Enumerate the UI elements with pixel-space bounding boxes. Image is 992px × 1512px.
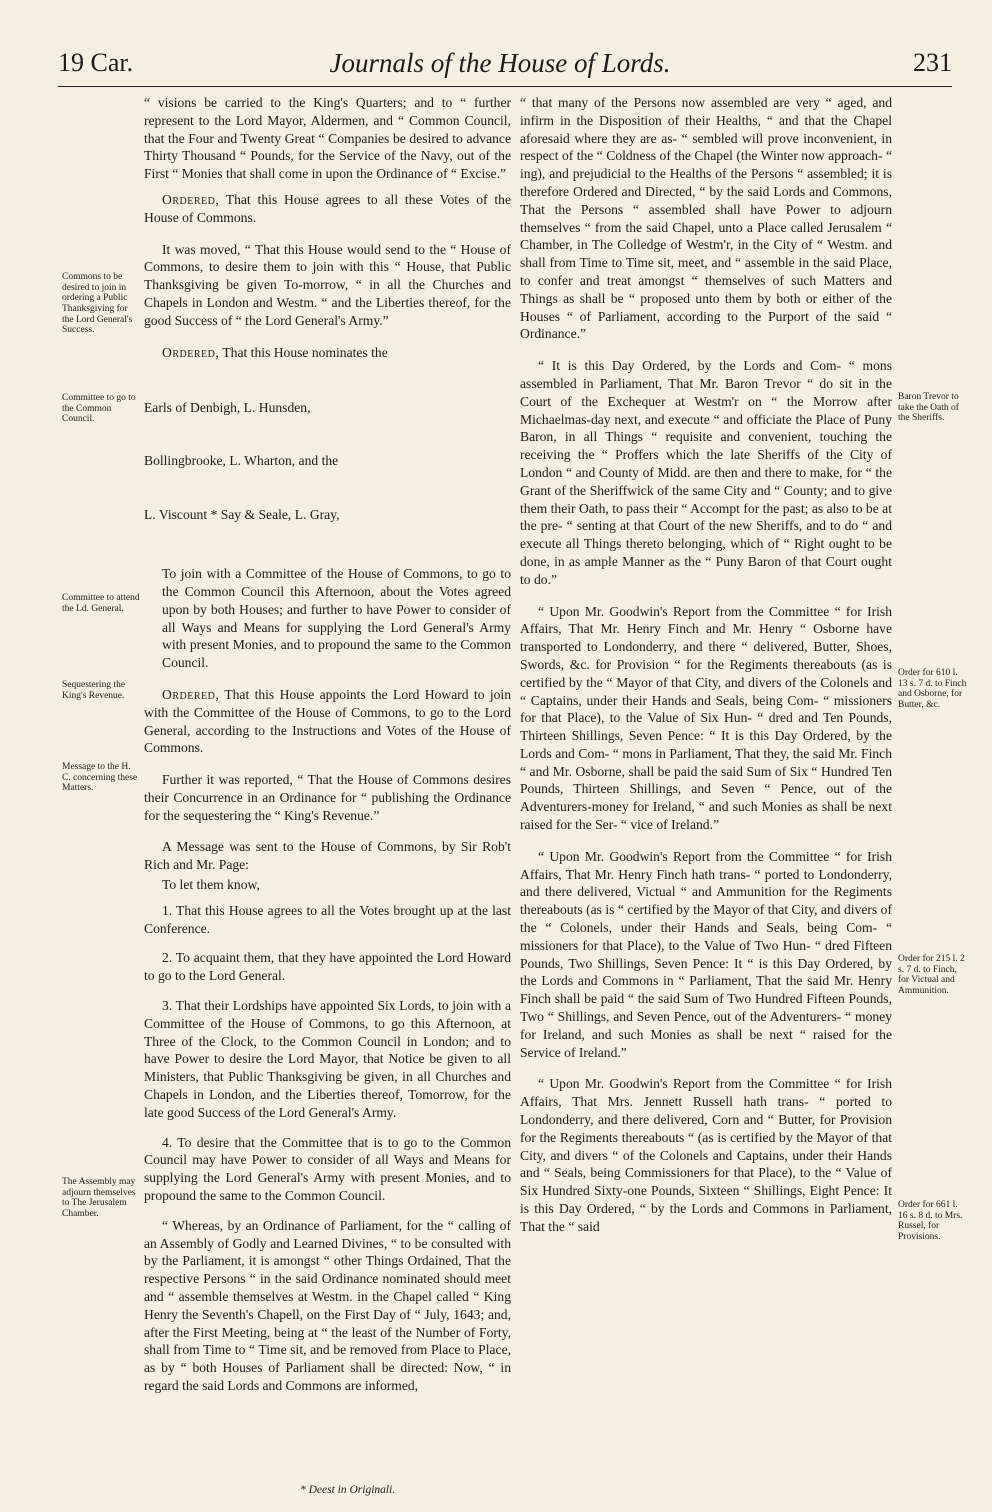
margin-note-common-council: Committee to go to the Common Council. [62, 393, 136, 425]
paragraph: “ visions be carried to the King's Quarters; and to “ further represent to the Lord Mayor, Aldermen, and “ Common Council, that the Four and Twenty Great “ Companies be desired to advance Thirty Thousand “ Pounds, for the Service of the Navy, out of the First “ Monies that shall come in upon the Ordinance of “ Excise.” [144, 95, 511, 182]
paragraph: “ Upon Mr. Goodwin's Report from the Committee “ for Irish Affairs, That Mr. Henry Finch and Mr. Henry “ Osborne have transported to Londonderry, and there “ delivered, Butter, Shoes, Swords, &c. for Provision “ for the Regiments thereabouts (as is certified by the “ Mayor of that City, and divers of the Colonels and “ Captains, under their Hands and Seals, being Com- “ missioners for that Place), to the Value of Six Hun- “ dred and Ten Pounds, Thirteen Shillings, Seven Pence: “ It is this Day Ordered, by the Lords and Com- “ mons in Parliament, That they, the said Mr. Finch “ and Mr. Osborne, shall be paid the said Sum of Six “ Hundred Ten Pounds, Thirteen Shillings, and Seven “ Pence, out of the Adventurers-money for Ireland, “ and such Monies as shall be next raised for the Ser- “ vice of Ireland.” [520, 603, 892, 833]
margin-note-baron-trevor: Baron Trevor to take the Oath of the Sheriffs. [898, 392, 959, 424]
margin-note-message: Message to the H. C. concerning these Matters. [62, 762, 138, 794]
paragraph: 2. To acquaint them, that they have appointed the Lord Howard to go to the Lord General. [144, 950, 511, 984]
margin-note-thanksgiving: Commons to be desired to join in ordering a Public Thanksgiving for the Lord General's Success. [62, 272, 133, 336]
names-line: Bollingbrooke, L. Wharton, and the [144, 453, 339, 469]
paragraph: “ Whereas, by an Ordinance of Parliament, for the “ calling of an Assembly of Godly and Learned Divines, “ to be consulted with by the Parliament, it is amongst “ other Things Ordained, That the respective Persons “ in the said Ordinance nominated should meet and “ assemble themselves at Westm. in the Chapel called “ King Henry the Seventh's Chapell, on the First Day of “ July, 1643; and, after the First Meeting, being at “ the least of the Number of Forty, shall from Time to “ Time sit, and be removed from Place to Place, as by “ both Houses of Parliament shall be directed: Now, “ in regard the said Lords and Commons are informed, [144, 1217, 511, 1393]
paragraph: “ that many of the Persons now assembled are very “ aged, and infirm in the Disposition of their Healths, “ and that the Chapel aforesaid where they are as- “ sembled will prove inconvenient, in respect of the “ Coldness of the Chapel (the Winter now approach- “ ing), and prejudicial to the Healths of the Persons “ assembled; it is therefore Ordered and Directed, “ by the said Lords and Commons, That the Persons “ assembled shall have Power to adjourn themselves “ from the said Chapel, unto a Place called Jerusalem “ Chamber, in The Colledge of Westm'r, in the City of “ Westm. and shall from Time to Time sit, meet, and “ assemble in the said Place, to confer and treat amongst “ themselves of such Matters and Things as shall be “ proposed unto them by both or either of the Houses “ of Parliament, according to the Purport of the said “ Ordinance.” [520, 95, 892, 342]
margin-note-jerusalem-chamber: The Assembly may adjourn themselves to The Jerusalem Chamber. [62, 1177, 136, 1219]
paragraph: It was moved, “ That this House would send to the “ House of Commons, to desire them to join with this “ House, that Public Thanksgiving be given To-morrow, “ in all the Churches and Chapels in London and Westm. “ and the Liberties thereof, for the good Success of “ the Lord General's Army.” [144, 241, 511, 328]
margin-note-kings-revenue: Sequestering the King's Revenue. [62, 680, 126, 701]
paragraph: Further it was reported, “ That the House of Commons desires their Concurrence in an Ordinance for “ publishing the Ordinance for the sequestering the “ King's Revenue.” [144, 772, 511, 823]
paragraph: “ It is this Day Ordered, by the Lords and Com- “ mons assembled in Parliament, That Mr. Baron Trevor “ do sit in the Court of the Exchequer at Westm'r on “ the Morrow after Michaelmas-day next, and execute “ and officiate the Place of Puny Baron, in all Things “ requisite and convenient, touching the receiving the “ Proffers which the late Sheriffs of the City of London “ and County of Midd. are then and there to make, for “ the Grant of the Sheriffwick of the same City and “ County; and to give them their Oath, to pass their “ Accompt for the past; as also to be at the pre- “ senting at that Court of the new Sheriffs, and to do “ and execute all Things thereto belonging, which of “ Right ought to be done, in as ample Manner as the “ Puny Baron of that Court ought to do.” [520, 358, 892, 587]
paragraph: 1. That this House agrees to all the Votes brought up at the last Conference. [144, 902, 511, 936]
paragraph: Ordered, That this House agrees to all these Votes of the House of Commons. [144, 191, 511, 225]
paragraph: Ordered, That this House nominates the [162, 344, 388, 360]
paragraph: 3. That their Lordships have appointed Six Lords, to join with a Committee of the House of Commons, to go this Afternoon, at Three of the Clock, to the Common Council in London; and to have Power to desire the Lord Mayor, that Notice be given to all Ministers, that Public Thanksgiving be given, in all Churches and Chapels in London, and the Liberties thereof, Tomorrow, for the late good Success of the Lord General's Army. [144, 998, 511, 1120]
paragraph: To let them know, [162, 877, 260, 893]
ordered-lead: Ordered, [162, 686, 220, 702]
names-line: Earls of Denbigh, L. Hunsden, [144, 399, 311, 415]
paragraph: “ Upon Mr. Goodwin's Report from the Committee “ for Irish Affairs, That Mrs. Jennett Russell hath trans- “ ported to Londonderry, and there delivered, Corn and “ Butter, for Provision for the Regiments thereabouts “ (as is certified by the Mayor of that City, and divers “ of the Colonels and Captains, under their Hands and “ Seals, being Commissioners for that Place), to the “ Value of Six Hundred Sixty-one Pounds, Sixteen “ Shillings, Eight Pence: It is this Day Ordered, “ by the Lords and Commons in Parliament, That the “ said [520, 1076, 892, 1234]
ordered-lead: Ordered, [162, 191, 220, 207]
paragraph: To join with a Committee of the House of Commons, to go to the Common Council this Afternoon, about the Votes agreed upon by both Houses; and further to have Power to consider of all Ways and Means for supplying the Lord General's Army with present Monies, and to propound the same to the Common Council. [162, 566, 511, 671]
names-line: L. Viscount * Say & Seale, L. Gray, [144, 506, 340, 522]
header-page-number: 231 [913, 48, 952, 77]
paragraph: “ Upon Mr. Goodwin's Report from the Committee “ for Irish Affairs, That Mr. Henry Finch hath trans- “ ported to Londonderry, and there delivered, Victual “ and Ammunition for the Regiments thereabouts (as is “ certified by the Mayor of that City, and divers of the “ Colonels, under their Hands and Seals, being Com- “ missioners for that Place), to the Value of Two Hun- “ dred Fifteen Pounds, Two Shillings, Seven Pence: It “ is this Day Ordered, by the Lords and Commons in “ Parliament, That the said Mr. Henry Finch shall be paid “ the said Sum of Two Hundred Fifteen Pounds, Two “ Shillings, and Seven Pence, out of the Adventurers- “ money for Ireland, and such Monies as shall be next “ raised for the Service of Ireland.” [520, 848, 892, 1060]
header-regnal-year: 19 Car. [58, 48, 134, 77]
right-column [520, 94, 892, 1244]
paragraph: 4. To desire that the Committee that is to go to the Common Council may have Power to consider of all Ways and Means for supplying the Lord General's Army with present Monies, and to propound the same to the Common Council. [144, 1134, 511, 1204]
paragraph: Ordered, That this House appoints the Lord Howard to join with the Committee of the House of Commons, to go to the Lord General, according to the Instructions and Votes of the House of Commons. [144, 686, 511, 756]
footnote: * Deest in Originali. [300, 1484, 396, 1496]
margin-note-order-finch: Order for 215 l. 2 s. 7 d. to Finch, for Victual and Ammunition. [898, 954, 965, 996]
header-rule [58, 86, 952, 87]
margin-note-order-finch-osborne: Order for 610 l. 13 s. 7 d. to Finch and Osborne, for Butter, &c. [898, 668, 967, 710]
left-column [144, 94, 511, 1403]
paragraph: A Message was sent to the House of Commons, by Sir Rob't Rich and Mr. Page: [144, 839, 511, 873]
header-title: Journals of the House of Lords. [329, 48, 671, 78]
margin-note-lord-general: Committee to attend the Ld. General. [62, 593, 140, 614]
ordered-lead: Ordered, [162, 344, 220, 360]
committee-names [144, 363, 511, 559]
margin-note-order-russel: Order for 661 l. 16 s. 8 d. to Mrs. Russel, for Provisions. [898, 1200, 963, 1242]
